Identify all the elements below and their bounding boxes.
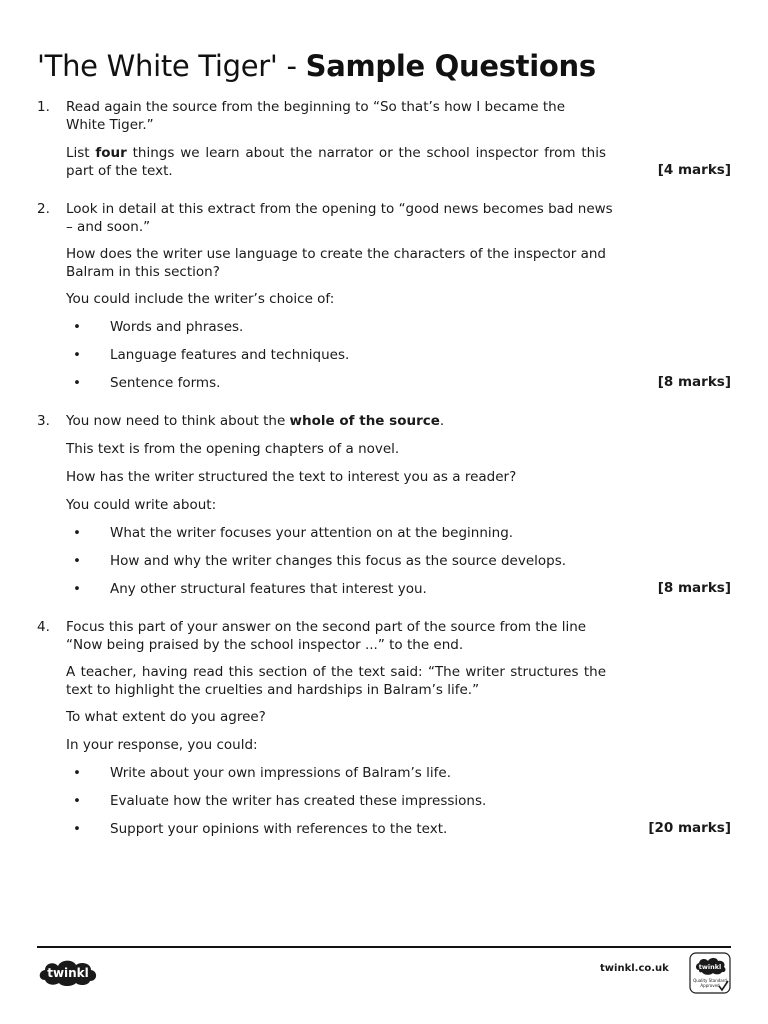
page-title (37, 46, 596, 86)
question-1-intro (66, 99, 606, 135)
task-text: List (66, 145, 96, 161)
title-bold: Sample Questions (305, 49, 596, 83)
bullet-glyph: • (73, 765, 81, 781)
marks-label: [8 marks] (657, 374, 731, 390)
question-number: 1. (37, 99, 50, 115)
question-text-line: – and soon.” (66, 219, 151, 235)
question-number: 3. (37, 413, 50, 429)
question-text-line: Focus this part of your answer on the second part of the source from the line (66, 619, 587, 635)
question-number: 2. (37, 201, 50, 217)
bullet-glyph: • (73, 347, 81, 363)
bullet-item: What the writer focuses your attention on at the beginning. (110, 525, 514, 541)
footer-divider (37, 946, 731, 948)
bullet-item: Any other structural features that interest you. (110, 581, 427, 597)
question-4-prompt: In your response, you could: (66, 737, 258, 753)
bullet-item: Words and phrases. (110, 319, 244, 335)
question-3-intro (66, 413, 606, 431)
marks-label: [8 marks] (657, 580, 731, 596)
question-text-line: Look in detail at this extract from the opening to “good news becomes bad news (66, 201, 613, 217)
intro-text: . (439, 413, 445, 429)
logo-text: twinkl (47, 966, 89, 980)
bullet-glyph: • (73, 553, 81, 569)
marks-label: [4 marks] (657, 162, 731, 178)
bullet-glyph: • (73, 525, 81, 541)
bullet-glyph: • (73, 793, 81, 809)
question-3-context: This text is from the opening chapters of a novel. (66, 441, 400, 457)
question-text-line: Read again the source from the beginning to “So that’s how I became the (66, 99, 566, 115)
question-number: 4. (37, 619, 50, 635)
bullet-glyph: • (73, 821, 81, 837)
question-1-task (66, 145, 606, 180)
intro-emphasis: whole of the source (289, 413, 440, 429)
question-2-prompt: You could include the writer’s choice of: (66, 291, 335, 307)
bullet-item: Language features and techniques. (110, 347, 350, 363)
bullet-item: How and why the writer changes this focus as the source develops. (110, 553, 567, 569)
marks-label: [20 marks] (648, 820, 731, 836)
bullet-glyph: • (73, 375, 81, 391)
intro-text: You now need to think about the (66, 413, 290, 429)
task-emphasis: four (95, 145, 127, 161)
question-2-intro (66, 201, 613, 237)
question-4-intro (66, 619, 606, 655)
question-text-line: “Now being praised by the school inspector ...” to the end. (66, 637, 464, 653)
badge-line-1: Quality Standard (693, 978, 727, 983)
question-4-quote: A teacher, having read this section of the text said: “The writer structures the text to highlight the cruelties and hardships in Balram’s life.” (66, 664, 606, 698)
task-text: things we learn about the narrator or the school inspector from this part of the text. (66, 145, 606, 179)
badge-line-2: Approved (700, 983, 720, 988)
bullet-glyph: • (73, 319, 81, 335)
bullet-item: Evaluate how the writer has created these impressions. (110, 793, 487, 809)
question-4-task: To what extent do you agree? (66, 709, 266, 725)
bullet-glyph: • (73, 581, 81, 597)
question-text-line: White Tiger.” (66, 117, 154, 133)
footer-site: twinkl.co.uk (600, 963, 669, 974)
bullet-item: Sentence forms. (110, 375, 221, 391)
twinkl-logo-icon (37, 956, 99, 988)
question-3-task: How has the writer structured the text to interest you as a reader? (66, 469, 517, 485)
question-3-prompt: You could write about: (66, 497, 217, 513)
question-2-task: How does the writer use language to create the characters of the inspector and Balram in this section? (66, 246, 606, 280)
bullet-item: Support your opinions with references to the text. (110, 821, 448, 837)
title-regular: 'The White Tiger' - (37, 49, 306, 83)
badge-brand: twinkl (698, 963, 722, 971)
bullet-item: Write about your own impressions of Balram’s life. (110, 765, 451, 781)
quality-badge-icon (689, 952, 731, 994)
